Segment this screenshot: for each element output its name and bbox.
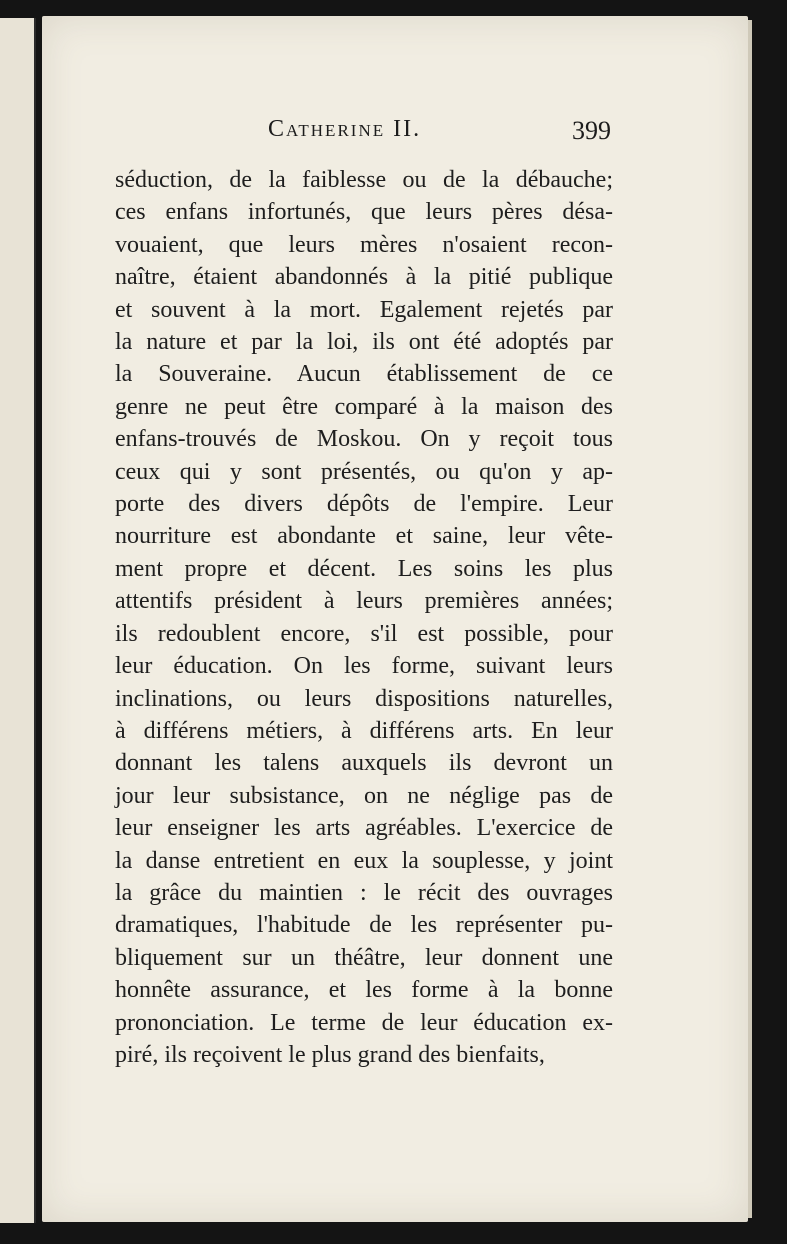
text-line: piré, ils reçoivent le plus grand des bienfaits, bbox=[115, 1041, 545, 1068]
text-line: ceux qui y sont présentés, ou qu'on y ap- bbox=[115, 458, 613, 485]
text-line: vouaient, que leurs mères n'osaient recon- bbox=[115, 231, 613, 258]
text-line: à différens métiers, à différens arts. En leur bbox=[115, 717, 613, 744]
text-line: séduction, de la faiblesse ou de la débauche; bbox=[115, 167, 613, 193]
text-line: leur enseigner les arts agréables. L'exercice de bbox=[115, 815, 613, 842]
text-line: genre ne peut être comparé à la maison des bbox=[115, 393, 613, 420]
page-fore-edge bbox=[748, 20, 752, 1218]
text-line: inclinations, ou leurs dispositions naturelles, bbox=[115, 685, 613, 712]
book-page bbox=[42, 16, 748, 1222]
text-line: et souvent à la mort. Egalement rejetés par bbox=[115, 296, 613, 323]
running-title: Catherine II. bbox=[268, 116, 422, 142]
text-line: dramatiques, l'habitude de les représenter pu- bbox=[115, 912, 613, 939]
page-header bbox=[42, 116, 748, 152]
text-line: jour leur subsistance, on ne néglige pas de bbox=[115, 782, 613, 809]
text-line: ils redoublent encore, s'il est possible, pour bbox=[115, 620, 613, 647]
text-line: prononciation. Le terme de leur éducation ex- bbox=[115, 1009, 613, 1036]
text-line: la Souveraine. Aucun établissement de ce bbox=[115, 361, 613, 388]
text-line: la danse entretient en eux la souplesse, y joint bbox=[115, 847, 613, 874]
previous-page-edge bbox=[0, 18, 36, 1223]
text-line: attentifs président à leurs premières années; bbox=[115, 588, 613, 615]
text-line: la nature et par la loi, ils ont été adoptés par bbox=[115, 329, 613, 356]
text-line: leur éducation. On les forme, suivant leurs bbox=[115, 653, 613, 680]
text-line: naître, étaient abandonnés à la pitié publique bbox=[115, 264, 613, 291]
body-text bbox=[115, 164, 613, 1071]
text-line: la grâce du maintien : le récit des ouvrages bbox=[115, 879, 613, 906]
text-line: porte des divers dépôts de l'empire. Leur bbox=[115, 491, 613, 518]
text-line: nourriture est abondante et saine, leur vête- bbox=[115, 523, 613, 550]
text-line: donnant les talens auxquels ils devront un bbox=[115, 750, 613, 777]
text-line: ment propre et décent. Les soins les plus bbox=[115, 555, 613, 582]
page-number: 399 bbox=[572, 116, 611, 145]
text-line: honnête assurance, et les forme à la bonne bbox=[115, 977, 613, 1004]
text-line: bliquement sur un théâtre, leur donnent une bbox=[115, 944, 613, 971]
text-line: ces enfans infortunés, que leurs pères désa- bbox=[115, 199, 613, 226]
text-line: enfans-trouvés de Moskou. On y reçoit tous bbox=[115, 426, 613, 453]
